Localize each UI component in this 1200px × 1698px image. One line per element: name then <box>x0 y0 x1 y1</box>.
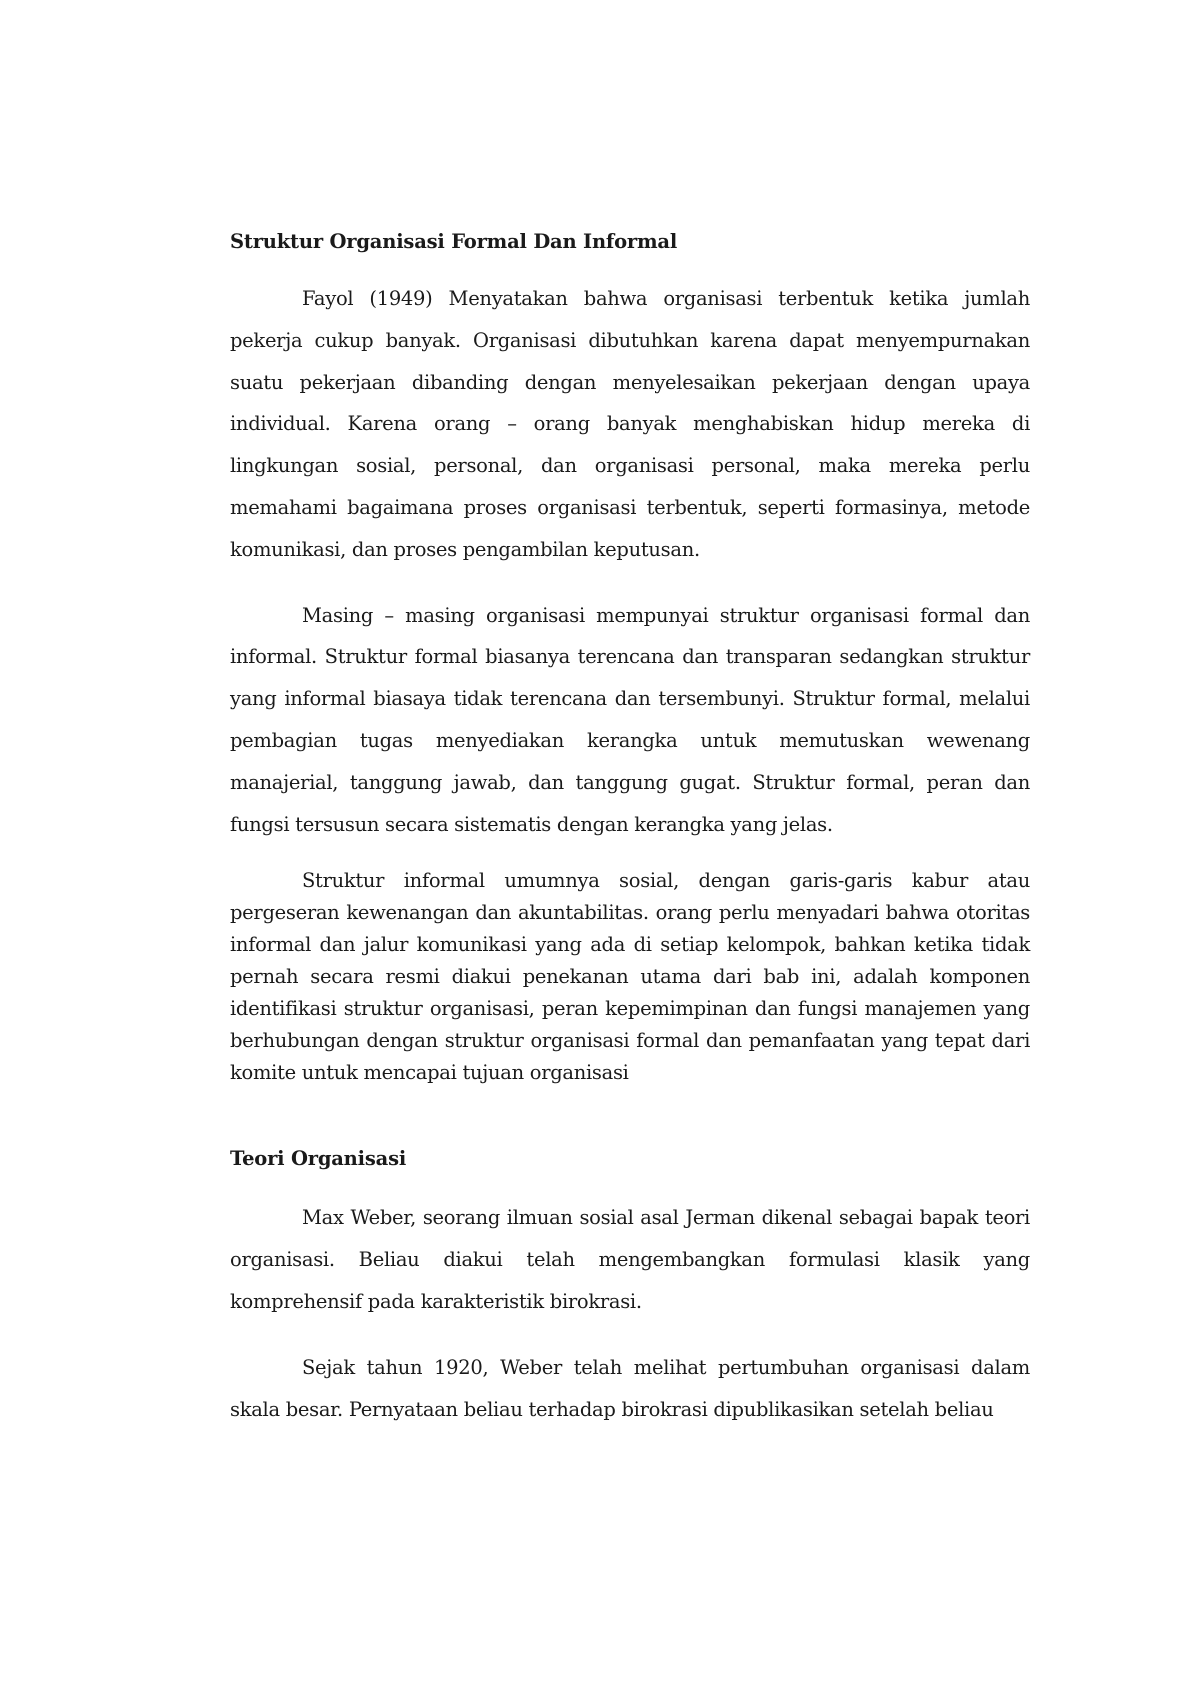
section-spacer <box>230 1089 1030 1145</box>
paragraph-sejak-1920: Sejak tahun 1920, Weber telah melihat pertumbuhan organisasi dalam skala besar. Pernyataan beliau terhadap birokrasi dipublikasikan setelah beliau <box>230 1355 1030 1421</box>
paragraph-fayol: Fayol (1949) Menyatakan bahwa organisasi terbentuk ketika jumlah pekerja cukup banyak. Organisasi dibutuhkan karena dapat menyempurnakan suatu pekerjaan dibanding dengan menyelesaikan pekerjaan dengan upaya individual. Karena orang – orang banyak menghabiskan hidup mereka di lingkungan sosial, personal, dan organisasi personal, maka mereka perlu memahami bagaimana proses organisasi terbentuk, seperti formasinya, metode komunikasi, dan proses pengambilan keputusan. <box>230 287 1030 561</box>
document-body <box>230 228 1030 1454</box>
paragraph-max-weber: Max Weber, seorang ilmuan sosial asal Jerman dikenal sebagai bapak teori organisasi. Beliau diakui telah mengembangkan formulasi klasik yang komprehensif pada karakteristik birokrasi. <box>230 1206 1030 1313</box>
section-heading-struktur-organisasi: Struktur Organisasi Formal Dan Informal <box>230 230 678 253</box>
section-heading-teori-organisasi: Teori Organisasi <box>230 1147 407 1171</box>
paragraph-formal-informal: Masing – masing organisasi mempunyai struktur organisasi formal dan informal. Struktur formal biasanya terencana dan transparan sedangkan struktur yang informal biasaya tidak terencana dan tersembunyi. Struktur formal, melalui pembagian tugas menyediakan kerangka untuk memutuskan wewenang manajerial, tanggung jawab, dan tanggung gugat. Struktur formal, peran dan fungsi tersusun secara sistematis dengan kerangka yang jelas. <box>230 603 1030 836</box>
paragraph-struktur-informal: Struktur informal umumnya sosial, dengan garis-garis kabur atau pergeseran kewenangan dan akuntabilitas. orang perlu menyadari bahwa otoritas informal dan jalur komunikasi yang ada di setiap kelompok, bahkan ketika tidak pernah secara resmi diakui penekanan utama dari bab ini, adalah komponen identifikasi struktur organisasi, peran kepemimpinan dan fungsi manajemen yang berhubungan dengan struktur organisasi formal dan pemanfaatan yang tepat dari komite untuk mencapai tujuan organisasi <box>230 869 1030 1085</box>
